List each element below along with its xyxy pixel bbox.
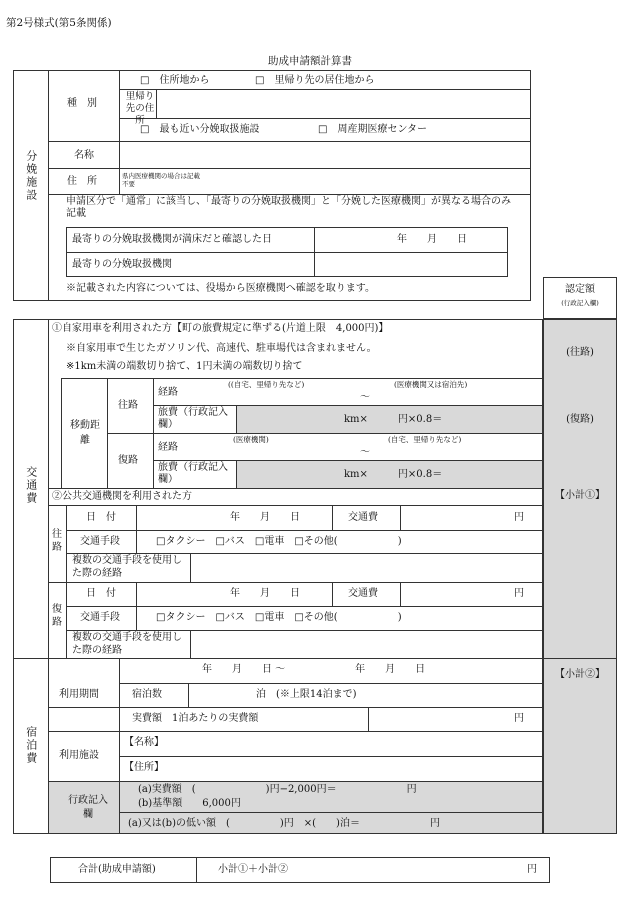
lodging-admin-label: 行政記入欄 [68,795,108,820]
public-ret-date-label: 日 付 [86,588,116,599]
route-return-wave: ～ [360,447,370,458]
route-out-wave: ～ [360,392,370,403]
approved-lodging-column [543,659,617,834]
public-out-date-field[interactable]: 年 月 日 [230,512,300,523]
transport-section-label: 交通費 [24,466,38,505]
total-label: 合計(助成申請額) [78,864,156,875]
fare-out-label: 旅費（行政記入欄） [158,407,228,430]
public-return-vertical: 復路 [52,604,62,628]
lodging-address-field[interactable] [165,757,542,780]
option-nearest-checkbox[interactable]: □ 最も近い分娩取扱施設 [140,124,260,135]
public-out-fee-yen: 円 [514,512,524,523]
form-number: 第2号様式(第5条関係) [6,17,112,29]
return-label: 復路 [118,455,138,466]
facility-address-field[interactable] [205,169,530,193]
hometown-address-label: 里帰り先の住所 [125,91,155,126]
public-title: ②公共交通機関を利用された方 [52,491,192,502]
route-out-to-hint: (医療機関又は宿泊先) [394,380,468,389]
car-title: ①自家用車を利用された方【町の旅費規定に準ずる(片道上限 4,000円)】 [52,323,389,334]
period-label: 利用期間 [59,689,99,700]
lodging-calc-b: (b)基準額 6,000円 [138,798,241,809]
subtotal2-label: 【小計②】 [555,669,605,680]
facility-name-label: 名称 [74,150,94,161]
facility-type-label: 種 別 [67,98,97,109]
facility-section-label: 分娩施設 [24,150,38,202]
full-confirm-date-field[interactable]: 年 月 日 [397,234,467,245]
nearest-facility-field[interactable] [315,253,507,276]
option-hometown-checkbox[interactable]: □ 里帰り先の居住地から [255,75,375,86]
public-out-multi-label: 複数の交通手段を使用した際の経路 [72,555,182,579]
route-return-from-hint: (医療機関) [233,435,269,444]
lodging-facility-label: 利用施設 [59,750,99,761]
public-ret-fee-field[interactable] [401,583,509,605]
actual-cost-yen: 円 [514,713,524,724]
route-out-label: 経路 [158,387,178,398]
public-out-fee-field[interactable] [401,506,509,529]
public-ret-means-options[interactable]: □タクシー □バス □電車 □その他( ) [156,612,402,623]
approved-outbound-label: (往路) [566,347,594,358]
nights-label: 宿泊数 [132,689,162,700]
actual-cost-field[interactable] [369,708,509,730]
nights-field[interactable]: 泊 (※上限14泊まで) [256,689,357,700]
public-ret-multi-label: 複数の交通手段を使用した際の経路 [72,632,182,656]
approved-amount-sublabel: (行政記入欄) [561,299,599,307]
public-ret-means-label: 交通手段 [80,612,120,623]
public-out-date-label: 日 付 [86,512,116,523]
public-out-multi-field[interactable] [191,554,542,581]
car-note-2: ※1km未満の端数切り捨て、1円未満の端数切り捨て [66,361,303,372]
public-out-fee-label: 交通費 [348,512,378,523]
hometown-address-field[interactable] [157,90,530,117]
public-ret-fee-yen: 円 [514,588,524,599]
actual-cost-label: 実費額 1泊あたりの実費額 [132,713,259,724]
facility-name-field[interactable] [120,142,530,167]
total-formula: 小計①＋小計② [218,864,288,875]
total-yen: 円 [527,864,537,875]
route-out-from-hint: ((自宅、里帰り先など) [228,380,305,389]
route-return-to-hint: (自宅、里帰り先など) [388,435,462,444]
lodging-section-label: 宿泊費 [24,726,38,765]
public-ret-date-field[interactable]: 年 月 日 [230,588,300,599]
request-note: 申請区分で「通常」に該当し、「最寄りの分娩取扱機関」と「分娩した医療機関」が異なる場合のみ記載 [66,196,511,219]
lodging-name-field[interactable] [165,732,542,755]
fare-return-calc: km× 円×0.8＝ [344,469,443,480]
approved-transport-column [543,319,617,659]
public-out-means-label: 交通手段 [80,536,120,547]
fare-return-label: 旅費（行政記入欄） [158,462,228,485]
lodging-address-label: 【住所】 [124,762,164,773]
page-title: 助成申請額計算書 [268,55,352,67]
approved-return-label: (復路) [566,414,594,425]
lodging-name-label: 【名称】 [124,737,164,748]
public-ret-fee-label: 交通費 [348,588,378,599]
distance-label: 移動距離 [70,420,100,446]
car-note-1: ※自家用車で生じたガソリン代、高速代、駐車場代は含まれません。 [66,343,377,354]
full-confirm-label: 最寄りの分娩取扱機関が満床だと確認した日 [72,234,272,245]
public-out-means-options[interactable]: □タクシー □バス □電車 □その他( ) [156,536,402,547]
approved-amount-label: 認定額 [565,284,595,295]
nearest-facility-label: 最寄りの分娩取扱機関 [72,259,172,270]
subtotal1-label: 【小計①】 [555,490,605,501]
fare-out-calc: km× 円×0.8＝ [344,414,443,425]
outbound-label: 往路 [118,400,138,411]
facility-address-note: 県内医療機関の場合は記載不要 [122,172,200,189]
option-residence-checkbox[interactable]: □ 住所地から [140,75,210,86]
facility-address-label: 住 所 [67,176,97,187]
period-field[interactable]: 年 月 日 ～ 年 月 日 [202,664,426,675]
lodging-calc-a: (a)実費額 ( )円−2,000円＝ 円 [138,784,417,795]
route-return-label: 経路 [158,442,178,453]
public-outbound-vertical: 往路 [52,529,62,553]
public-ret-multi-field[interactable] [191,631,542,658]
confirm-note: ※記載された内容については、役場から医療機関へ確認を取ります。 [66,283,375,294]
option-perinatal-checkbox[interactable]: □ 周産期医療センター [318,124,428,135]
lodging-calc-low: (a)又は(b)の低い額 ( )円 ×( )泊＝ 円 [128,818,440,829]
